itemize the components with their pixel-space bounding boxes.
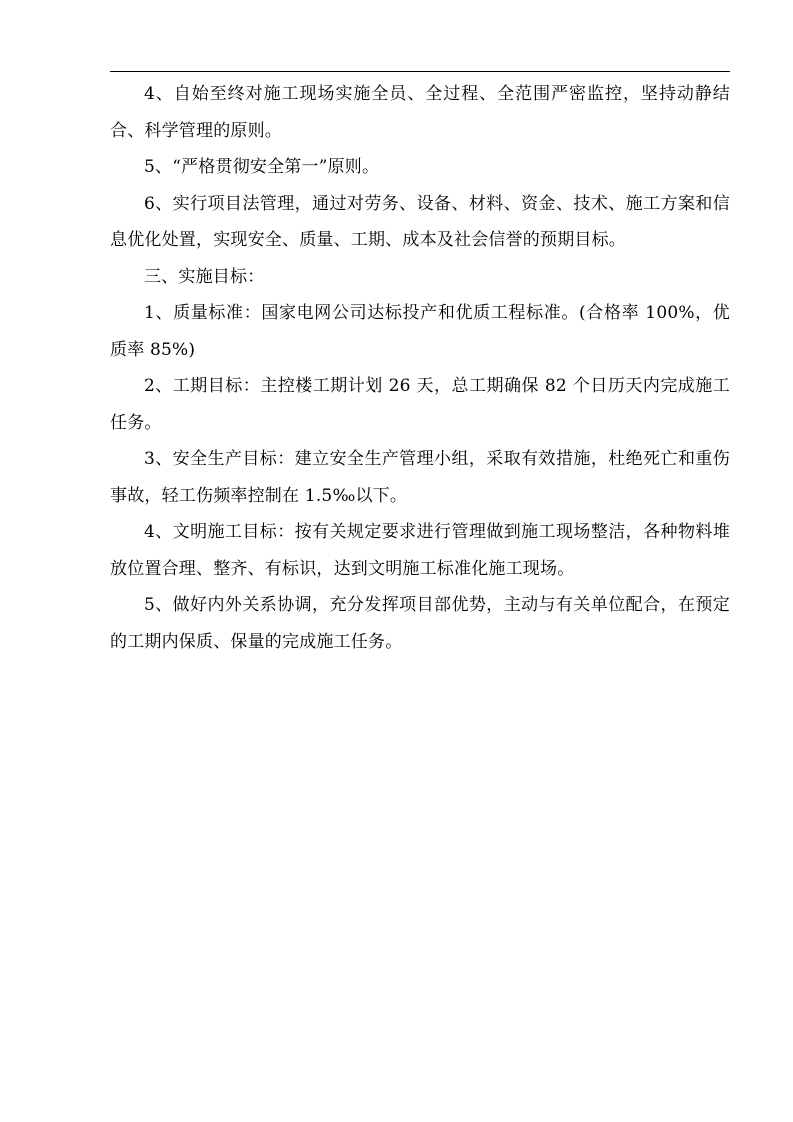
paragraph-principle-6: 6、实行项目法管理，通过对劳务、设备、材料、资金、技术、施工方案和信息优化处置，实现安全、质量、工期、成本及社会信誉的预期目标。 <box>110 193 730 250</box>
paragraph-principle-4: 4、自始至终对施工现场实施全员、全过程、全范围严密监控，坚持动静结合、科学管理的原则。 <box>110 84 730 141</box>
section-heading-implementation-goals: 三、实施目标： <box>144 266 265 287</box>
header-rule <box>110 71 730 72</box>
paragraph-goal-coordination: 5、做好内外关系协调，充分发挥项目部优势，主动与有关单位配合，在预定的工期内保质、保量的完成施工任务。 <box>110 595 730 652</box>
paragraph-principle-5: 5、“严格贯彻安全第一”原则。 <box>144 157 380 177</box>
document-body <box>110 76 730 660</box>
paragraph-goal-safety: 3、安全生产目标：建立安全生产管理小组，采取有效措施，杜绝死亡和重伤事故，轻工伤频率控制在 1.5‰以下。 <box>110 449 730 506</box>
paragraph-goal-schedule: 2、工期目标：主控楼工期计划 26 天，总工期确保 82 个日历天内完成施工任务。 <box>110 376 730 433</box>
paragraph-goal-quality: 1、质量标准：国家电网公司达标投产和优质工程标准。(合格率 100%，优质率 85%) <box>110 303 730 360</box>
paragraph-goal-civilized-construction: 4、文明施工目标：按有关规定要求进行管理做到施工现场整洁，各种物料堆放位置合理、整齐、有标识，达到文明施工标准化施工现场。 <box>110 522 730 579</box>
